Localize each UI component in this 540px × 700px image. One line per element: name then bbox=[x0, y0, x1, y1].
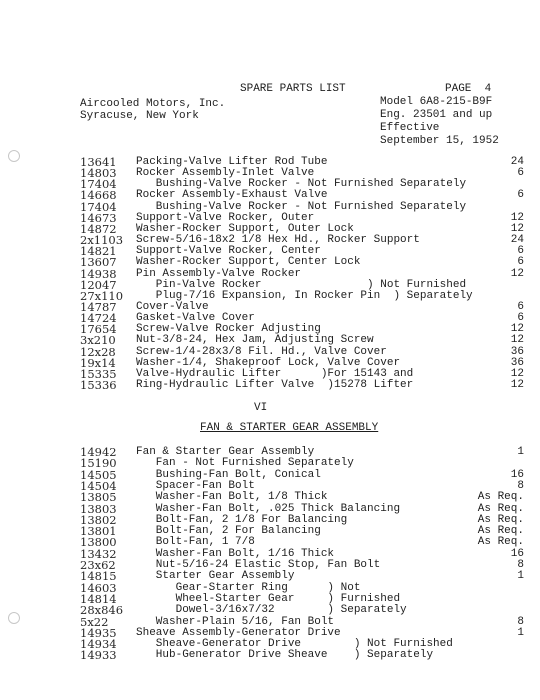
part-description: Washer-Plain 5/16, Fan Bolt bbox=[136, 615, 335, 628]
engine-range: Eng. 23501 and up bbox=[380, 109, 493, 121]
part-description: Bolt-Fan, 2 For Balancing bbox=[136, 525, 321, 538]
part-description: Nut-5/16-24 Elastic Stop, Fan Bolt bbox=[136, 559, 381, 571]
part-quantity: 12 bbox=[510, 323, 524, 336]
part-number: 14935 bbox=[80, 625, 117, 640]
part-description: Ring-Hydraulic Lifter Valve )15278 Lifter bbox=[136, 379, 414, 391]
part-number: 14872 bbox=[80, 221, 117, 236]
part-number: 19x14 bbox=[80, 355, 116, 370]
part-number: 14933 bbox=[80, 648, 117, 663]
part-description: Sheave Assembly-Generator Drive bbox=[136, 626, 341, 639]
part-description: Washer-Fan Bolt, 1/16 Thick bbox=[136, 547, 335, 560]
part-quantity: 24 bbox=[510, 156, 524, 168]
part-quantity: 12 bbox=[510, 267, 524, 280]
part-number: 12047 bbox=[80, 277, 117, 292]
part-description: Dowel-3/16x7/32 ) Separately bbox=[136, 604, 407, 617]
part-description: Screw-Valve Rocker Adjusting bbox=[136, 323, 321, 336]
part-number: 13805 bbox=[80, 490, 117, 505]
part-number: 14934 bbox=[80, 637, 117, 652]
part-quantity: 6 bbox=[517, 245, 524, 258]
part-description: Washer-Fan Bolt, 1/8 Thick bbox=[136, 491, 328, 504]
part-quantity: As Req. bbox=[477, 502, 524, 515]
part-number: 14668 bbox=[80, 188, 117, 203]
part-description: Cover-Valve bbox=[136, 300, 209, 313]
part-description: Bushing-Valve Rocker - Not Furnished Separately bbox=[136, 200, 467, 213]
part-number: 13803 bbox=[80, 501, 117, 516]
part-quantity: 6 bbox=[517, 167, 524, 180]
part-quantity: 12 bbox=[510, 211, 524, 224]
part-number: 17404 bbox=[80, 199, 117, 214]
part-number: 14787 bbox=[80, 299, 117, 314]
part-quantity: 8 bbox=[517, 559, 524, 571]
part-description: Valve-Hydraulic Lifter )For 15143 and bbox=[136, 367, 414, 380]
part-quantity: 6 bbox=[517, 300, 524, 313]
part-quantity: 16 bbox=[510, 468, 524, 481]
section-title: FAN & STARTER GEAR ASSEMBLY bbox=[200, 422, 379, 434]
part-number: 15336 bbox=[80, 378, 117, 392]
part-quantity: As Req. bbox=[477, 491, 524, 504]
part-description: Washer-1/4, Shakeproof Lock, Valve Cover bbox=[136, 356, 401, 369]
part-quantity: 16 bbox=[510, 547, 524, 560]
part-description: Hub-Generator Drive Sheave ) Separately bbox=[136, 649, 434, 662]
part-quantity: 6 bbox=[517, 312, 524, 325]
part-description: Spacer-Fan Bolt bbox=[136, 479, 255, 492]
part-quantity: As Req. bbox=[477, 525, 524, 538]
part-number: 5x22 bbox=[80, 614, 109, 629]
company-city: Syracuse, New York bbox=[80, 110, 199, 122]
part-description: Plug-7/16 Expansion, In Rocker Pin ) Separately bbox=[136, 289, 473, 302]
part-number: 15335 bbox=[80, 366, 117, 381]
part-number: 14504 bbox=[80, 478, 117, 493]
part-description: Nut-3/8-24, Hex Jam, Adjusting Screw bbox=[136, 334, 374, 347]
part-number: 14942 bbox=[80, 445, 117, 459]
effective-date: September 15, 1952 bbox=[380, 135, 499, 147]
part-number: 17654 bbox=[80, 322, 117, 337]
part-description: Wheel-Starter Gear ) Furnished bbox=[136, 592, 401, 605]
part-description: Pin-Valve Rocker ) Not Furnished bbox=[136, 278, 467, 291]
part-number: 17404 bbox=[80, 177, 117, 192]
part-number: 28x846 bbox=[80, 603, 124, 618]
part-number: 14938 bbox=[80, 266, 117, 281]
part-quantity: 1 bbox=[517, 570, 524, 583]
part-description: Fan & Starter Gear Assembly bbox=[136, 446, 315, 458]
part-number: 27x110 bbox=[80, 288, 124, 303]
part-number: 14724 bbox=[80, 311, 117, 326]
part-quantity: 1 bbox=[517, 626, 524, 639]
part-description: Gasket-Valve Cover bbox=[136, 312, 255, 325]
part-description: Pin Assembly-Valve Rocker bbox=[136, 267, 302, 280]
part-number: 14505 bbox=[80, 467, 117, 482]
doc-title: SPARE PARTS LIST bbox=[240, 83, 346, 95]
part-description: Washer-Fan Bolt, .025 Thick Balancing bbox=[136, 502, 401, 515]
part-number: 13800 bbox=[80, 535, 117, 550]
part-number: 3x210 bbox=[80, 333, 116, 348]
part-number: 14821 bbox=[80, 244, 117, 259]
part-quantity: 12 bbox=[510, 222, 524, 235]
section-numeral: VI bbox=[254, 402, 268, 414]
part-number: 14815 bbox=[80, 569, 117, 584]
part-description: Bushing-Fan Bolt, Conical bbox=[136, 468, 321, 481]
part-quantity: 12 bbox=[510, 367, 524, 380]
page-number: PAGE 4 bbox=[445, 83, 492, 95]
part-quantity: 8 bbox=[517, 615, 524, 628]
part-quantity: 8 bbox=[517, 479, 524, 492]
part-description: Packing-Valve Lifter Rod Tube bbox=[136, 156, 328, 168]
part-description: Rocker Assembly-Inlet Valve bbox=[136, 167, 315, 180]
part-quantity: 6 bbox=[517, 256, 524, 269]
part-quantity: 6 bbox=[517, 189, 524, 202]
part-number: 14603 bbox=[80, 580, 117, 595]
part-description: Support-Valve Rocker, Center bbox=[136, 245, 321, 258]
part-description: Screw-1/4-28x3/8 Fil. Hd., Valve Cover bbox=[136, 345, 387, 358]
part-quantity: 1 bbox=[517, 446, 524, 458]
part-number: 15190 bbox=[80, 456, 117, 471]
part-quantity: As Req. bbox=[477, 536, 524, 549]
part-number: 23x62 bbox=[80, 558, 116, 572]
part-description: Washer-Rocker Support, Center Lock bbox=[136, 256, 361, 269]
part-number: 13607 bbox=[80, 255, 117, 270]
part-quantity: 24 bbox=[510, 234, 524, 247]
part-description: Bushing-Valve Rocker - Not Furnished Separately bbox=[136, 178, 467, 191]
punch-hole-mark-top bbox=[8, 150, 20, 162]
part-number: 14673 bbox=[80, 210, 117, 225]
part-number: 13432 bbox=[80, 546, 117, 561]
part-description: Starter Gear Assembly bbox=[136, 570, 295, 583]
part-description: Rocker Assembly-Exhaust Valve bbox=[136, 189, 328, 202]
part-description: Gear-Starter Ring ) Not bbox=[136, 581, 361, 594]
part-description: Washer-Rocker Support, Outer Lock bbox=[136, 222, 354, 235]
company-name: Aircooled Motors, Inc. bbox=[80, 98, 226, 110]
part-quantity: 12 bbox=[510, 379, 524, 391]
part-number: 13801 bbox=[80, 524, 117, 539]
effective-label: Effective bbox=[380, 122, 440, 134]
punch-hole-mark-bottom bbox=[8, 612, 20, 624]
part-number: 13641 bbox=[80, 155, 117, 169]
part-description: Support-Valve Rocker, Outer bbox=[136, 211, 315, 224]
part-description: Screw-5/16-18x2 1/8 Hex Hd., Rocker Support bbox=[136, 234, 420, 247]
part-number: 14814 bbox=[80, 591, 117, 606]
part-quantity: 36 bbox=[510, 345, 524, 358]
part-quantity: 12 bbox=[510, 334, 524, 347]
part-quantity: As Req. bbox=[477, 513, 524, 526]
part-number: 12x28 bbox=[80, 344, 116, 359]
model-label: Model 6A8-215-B9F bbox=[380, 96, 493, 108]
part-number: 14803 bbox=[80, 166, 117, 181]
part-description: Sheave-Generator Drive ) Not Furnished bbox=[136, 638, 453, 651]
part-number: 2x1103 bbox=[80, 233, 124, 248]
part-number: 13802 bbox=[80, 512, 117, 527]
part-description: Fan - Not Furnished Separately bbox=[136, 457, 354, 470]
part-description: Bolt-Fan, 2 1/8 For Balancing bbox=[136, 513, 348, 526]
part-quantity: 36 bbox=[510, 356, 524, 369]
part-description: Bolt-Fan, 1 7/8 bbox=[136, 536, 255, 549]
